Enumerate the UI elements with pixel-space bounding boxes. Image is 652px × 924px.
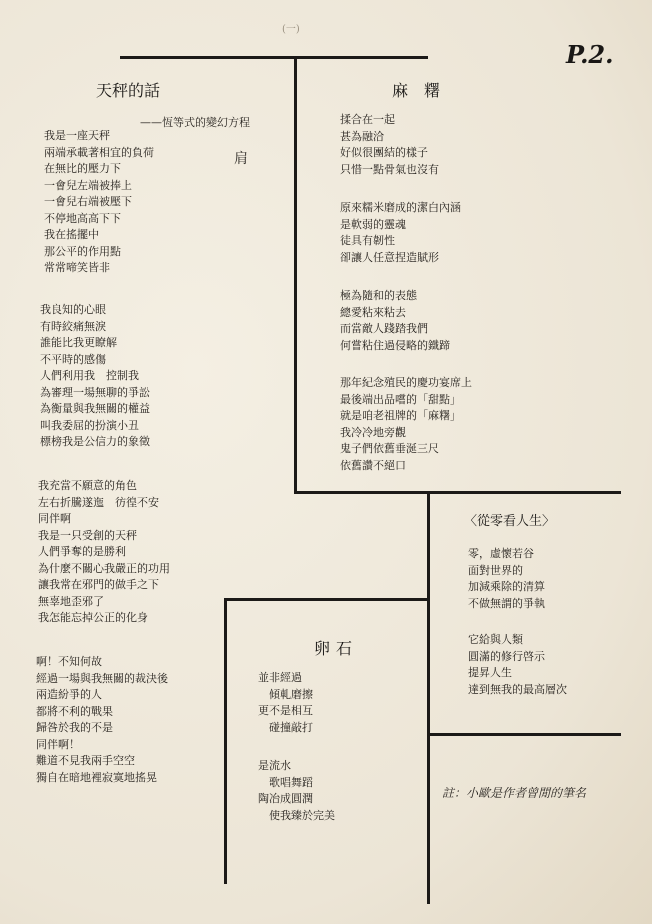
divider-horizontal-lower [224,598,429,601]
verse-line: 碰撞敲打 [258,720,313,734]
poem3-title: 〈從零看人生〉 [464,514,556,529]
verse-line: 徒具有韌性 [340,234,395,247]
verse-line: 是軟弱的靈魂 [340,217,406,231]
verse-line: 一會兒左端被捧上 [44,178,132,192]
verse-line: 人們爭奪的是勝利 [38,545,126,558]
verse-line: 總愛粘來粘去 [340,305,406,319]
verse-line: 為審理一場無聊的爭訟 [40,385,150,399]
poem4-title: 卵石 [314,639,359,658]
verse-line: 為衡量與我無關的權益 [40,402,150,415]
verse-line: 就是咱老祖牌的「麻糬」 [340,409,461,422]
verse-line: 為什麼不關心我嚴正的功用 [38,561,170,575]
verse-line: 常常啼笑皆非 [44,261,110,274]
verse-line: 鬼子們依舊垂涎三尺 [340,442,439,455]
verse-line: 歌唱舞蹈 [258,775,313,789]
verse-line: 我充當不願意的角色 [38,479,137,492]
verse-line: 不停地高高下下 [44,211,121,225]
verse-line: 面對世界的 [468,563,523,577]
verse-line: 圓滿的修行啓示 [468,649,545,663]
divider-vertical-right [427,491,430,904]
verse-line: 都將不利的戰果 [36,704,113,718]
verse-line: 讓我常在邪門的做手之下 [38,578,159,591]
poem1-stanza-1 [44,128,154,277]
poem2-title: 麻 糬 [392,81,441,100]
verse-line: 卻讓人任意捏造賦形 [340,250,439,264]
verse-line: 只惜一點骨氣也沒有 [340,162,439,176]
divider-horizontal-middle [294,491,621,494]
verse-line: 最後端出品嚐的「甜點」 [340,392,461,406]
poem4-stanza-1 [258,670,313,736]
top-rule [120,56,428,59]
poem1-title: 天秤的話 [96,81,161,100]
verse-line: 一會兒右端被壓下 [44,195,132,208]
verse-line: 極為隨和的表態 [340,289,417,302]
poem2-stanza-3 [340,288,450,354]
poem3-stanza-1 [468,546,545,612]
poem1-subtitle: ——恆等式的變幻方程 [140,116,250,129]
verse-line: 它給與人類 [468,633,523,646]
verse-line: 叫我委屈的扮演小丑 [40,418,139,432]
verse-line: 達到無我的最高層次 [468,682,567,696]
verse-line: 何嘗粘住過侵略的鐵蹄 [340,338,450,352]
verse-line: 同伴啊 [38,512,71,525]
verse-line: 標榜我是公信力的象徵 [40,435,150,448]
poem4-stanza-2 [258,758,335,824]
poem1-stanza-3 [38,478,170,627]
poem1-stanza-2 [40,302,150,451]
verse-line: 那公平的作用點 [44,244,121,258]
verse-line: 左右折騰遂迤 彷徨不安 [38,495,159,509]
verse-line: 兩端承載著相宜的負荷 [44,145,154,159]
divider-vertical-center [294,56,297,493]
verse-line: 那年紀念殖民的慶功宴席上 [340,376,472,389]
verse-line: 更不是相互 [258,704,313,717]
poem1-margin-note: 肩 [234,151,248,167]
verse-line: 不做無謂的爭執 [468,596,545,610]
verse-line: 揉合在一起 [340,113,395,126]
verse-line: 提昇人生 [468,666,512,679]
verse-line: 我怎能忘掉公正的化身 [38,611,148,624]
verse-line: 兩造紛爭的人 [36,688,102,701]
verse-line: 我良知的心眼 [40,303,106,316]
verse-line: 加減乘除的清算 [468,580,545,593]
verse-line: 歸咎於我的不是 [36,721,113,734]
verse-line: 並非經過 [258,671,302,684]
poem3-stanza-2 [468,632,567,698]
poem2-stanza-4 [340,375,472,474]
verse-line: 經過一場與我無關的裁決後 [36,671,168,685]
verse-line: 我是一座天秤 [44,129,110,142]
verse-line: 人們利用我 控制我 [40,369,139,382]
page-number: P.2. [566,40,614,69]
verse-line: 獨自在暗地裡寂寞地搖晃 [36,770,157,784]
verse-line: 無辜地歪邪了 [38,594,104,608]
divider-horizontal-right [427,733,621,736]
verse-line: 依舊讚不絕口 [340,458,406,472]
verse-line: 誰能比我更瞭解 [40,336,117,349]
verse-line: 是流水 [258,759,291,772]
verse-line: 好似很團結的樣子 [340,146,428,159]
verse-line: 同伴啊！ [36,737,80,751]
verse-line: 陶冶成圓潤 [258,792,313,805]
verse-line: 啊！不知何故 [36,655,102,668]
verse-line: 我在搖擺中 [44,228,99,241]
verse-line: 不平時的感傷 [40,352,106,366]
verse-line: 使我臻於完美 [258,808,335,822]
verse-line: 有時絞痛無淚 [40,319,106,333]
verse-line: 在無比的壓力下 [44,162,121,175]
verse-line: 我冷冷地旁觀 [340,425,406,439]
poem2-stanza-2 [340,200,461,266]
verse-line: 傾軋磨擦 [258,687,313,701]
verse-line: 難道不見我兩手空空 [36,754,135,767]
poem2-stanza-1 [340,112,439,178]
verse-line: 零，虛懷若谷 [468,547,534,560]
poem1-stanza-4 [36,654,168,786]
verse-line: 甚為融洽 [340,129,384,143]
handwritten-footnote: 註：小歐是作者曾閒的筆名 [442,786,587,800]
verse-line: 原來糯米磨成的潔白內涵 [340,201,461,214]
divider-vertical-lower [224,598,227,884]
top-mark: (一) [282,24,300,35]
verse-line: 而當敵人踐踏我們 [340,322,428,335]
verse-line: 我是一只受創的天秤 [38,528,137,542]
